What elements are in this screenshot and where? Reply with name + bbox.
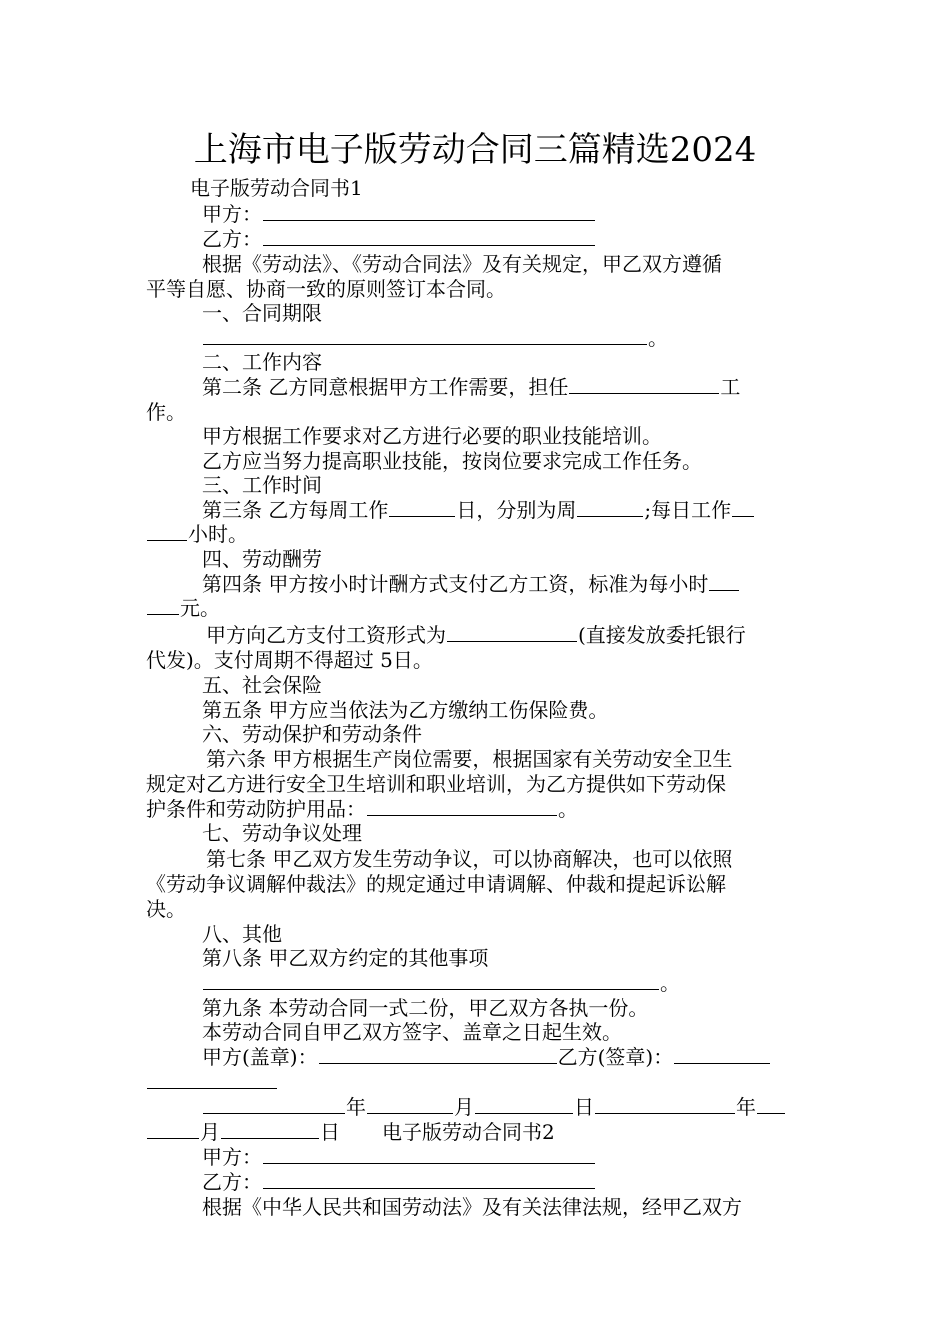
article-2-cont: 作。 [146, 400, 186, 424]
party-b-label: 乙方： [202, 227, 262, 251]
party-b-blank-2 [263, 1187, 595, 1189]
paragraph-intro-2: 根据《中华人民共和国劳动法》及有关法律法规，经甲乙双方 [202, 1195, 742, 1219]
month-b-blank-end [147, 1137, 199, 1139]
date-line-cont: 月 日 电子版劳动合同书2 [146, 1120, 555, 1145]
article-3-line: 第三条 乙方每周工作 日，分别为周 ;每日工作 [202, 498, 755, 523]
article-8-blank-line: 。 [202, 971, 680, 996]
heading-other: 八、其他 [202, 922, 282, 946]
article-9: 第九条 本劳动合同一式二份，甲乙双方各执一份。 [202, 996, 649, 1020]
article-6-line-2: 规定对乙方进行安全卫生培训和职业培训，为乙方提供如下劳动保 [146, 772, 726, 796]
month-b-blank-start [757, 1112, 785, 1114]
protection-blank [367, 814, 557, 816]
hours-blank-end [147, 539, 187, 541]
party-a-line-2: 甲方： [202, 1145, 596, 1170]
section-heading-contract-2: 电子版劳动合同书2 [382, 1120, 555, 1144]
position-blank [569, 392, 719, 394]
weekday-blank [577, 515, 643, 517]
party-a-label: 甲方： [202, 202, 262, 226]
paragraph-intro-cont: 平等自愿、协商一致的原则签订本合同。 [146, 277, 506, 301]
heading-work-content: 二、工作内容 [202, 350, 322, 374]
hours-blank-start [732, 515, 754, 517]
paragraph-intro: 根据《劳动法》、《劳动合同法》及有关规定，甲乙双方遵循 [202, 252, 722, 276]
term-blank [203, 343, 647, 345]
party-a-blank [263, 219, 595, 221]
pay-method-cont: 代发)。支付周期不得超过 5日。 [146, 648, 433, 672]
party-b-line [202, 227, 596, 252]
article-2-line: 第二条 乙方同意根据甲方工作需要，担任 工 [202, 375, 741, 399]
heading-protection: 六、劳动保护和劳动条件 [202, 722, 422, 746]
article-4-cont: 元。 [146, 596, 220, 621]
party-a-seal-blank [319, 1062, 557, 1064]
article-6-line-3: 护条件和劳动防护用品： 。 [146, 797, 578, 821]
heading-pay: 四、劳动酬劳 [202, 547, 322, 571]
rate-blank-end [147, 613, 179, 615]
year-b-blank [595, 1112, 735, 1114]
heading-term: 一、合同期限 [202, 301, 322, 325]
article-7-line-3: 决。 [146, 897, 186, 921]
section-heading-contract-1: 电子版劳动合同书1 [190, 176, 363, 200]
article-5: 第五条 甲方应当依法为乙方缴纳工伤保险费。 [202, 698, 609, 722]
pay-method-line: 甲方向乙方支付工资形式为 (直接发放委托银行 [206, 623, 746, 647]
duty-paragraph: 乙方应当努力提高职业技能，按岗位要求完成工作任务。 [202, 449, 702, 473]
month-a-blank [367, 1112, 453, 1114]
term-blank-line: 。 [202, 326, 668, 351]
party-b-line-2: 乙方： [202, 1170, 596, 1195]
rate-blank-start [709, 589, 739, 591]
party-b-sign-blank-start [674, 1062, 770, 1064]
heading-social-insurance: 五、社会保险 [202, 673, 322, 697]
article-8: 第八条 甲乙双方约定的其他事项 [202, 946, 489, 970]
pay-method-blank [447, 640, 577, 642]
training-paragraph: 甲方根据工作要求对乙方进行必要的职业技能培训。 [202, 424, 662, 448]
effective-clause: 本劳动合同自甲乙双方签字、盖章之日起生效。 [202, 1020, 622, 1044]
date-line: 年 月 日 年 [202, 1095, 786, 1120]
year-a-blank [203, 1112, 345, 1114]
days-blank [389, 515, 455, 517]
article-6-line-1: 第六条 甲方根据生产岗位需要，根据国家有关劳动安全卫生 [206, 747, 733, 771]
document-title: 上海市电子版劳动合同三篇精选2024 [193, 130, 757, 170]
article-4-line: 第四条 甲方按小时计酬方式支付乙方工资，标准为每小时 [202, 572, 740, 597]
signature-line: 甲方(盖章)： 乙方(签章)： [202, 1045, 771, 1070]
heading-dispute: 七、劳动争议处理 [202, 821, 362, 845]
party-a-blank-2 [263, 1162, 595, 1164]
article-7-line-2: 《劳动争议调解仲裁法》的规定通过申请调解、仲裁和提起诉讼解 [146, 872, 726, 896]
article-7-line-1: 第七条 甲乙双方发生劳动争议，可以协商解决，也可以依照 [206, 847, 733, 871]
heading-work-time: 三、工作时间 [202, 473, 322, 497]
article-3-cont: 小时。 [146, 522, 248, 547]
party-b-blank [263, 244, 595, 246]
day-b-blank [221, 1137, 319, 1139]
signature-line-cont [146, 1070, 278, 1095]
day-a-blank [475, 1112, 573, 1114]
other-terms-blank [203, 988, 659, 990]
party-a-line [202, 202, 596, 227]
party-b-sign-blank-end [147, 1087, 277, 1089]
